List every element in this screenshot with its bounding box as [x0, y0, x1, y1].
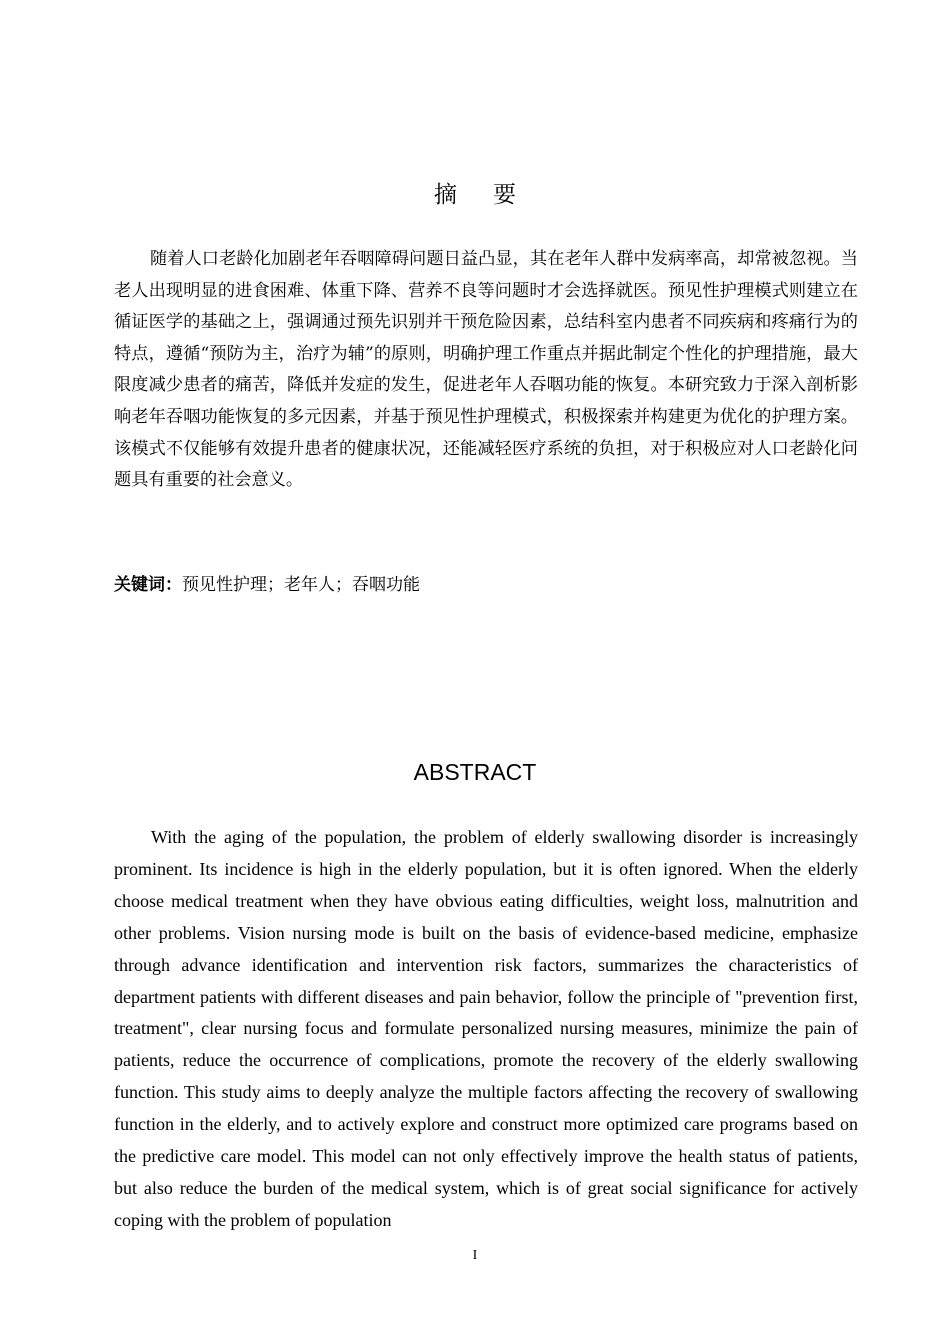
- keywords-label: 关键词：: [114, 575, 182, 595]
- english-abstract-body: With the aging of the population, the problem of elderly swallowing disorder is increasingly prominent. Its incidence is high in the elderly population, but it is often ignored. When the elderly choose medical treatment when they have obvious eating difficulties, weight loss, malnutrition and other problems. Vision nursing mode is built on the basis of evidence-based medicine, emphasize through advance identification and intervention risk factors, summarizes the characteristics of department patients with different diseases and pain behavior, follow the principle of "prevention first, treatment", clear nursing focus and formulate personalized nursing measures, minimize the pain of patients, reduce the occurrence of complications, promote the recovery of the elderly swallowing function. This study aims to deeply analyze the multiple factors affecting the recovery of swallowing function in the elderly, and to actively explore and construct more optimized care programs based on the predictive care model. This model can not only effectively improve the health status of patients, but also reduce the burden of the medical system, which is of great social significance for actively coping with the problem of population: [114, 827, 858, 1230]
- keywords-value: 预见性护理；老年人；吞咽功能: [182, 575, 420, 595]
- page-number: I: [472, 1248, 478, 1263]
- chinese-keywords: [114, 570, 858, 600]
- chinese-abstract-title: 摘要: [434, 182, 552, 208]
- english-abstract-title: ABSTRACT: [413, 759, 537, 785]
- chinese-abstract-body: 随着人口老龄化加剧老年吞咽障碍问题日益凸显，其在老年人群中发病率高，却常被忽视。当老人出现明显的进食困难、体重下降、营养不良等问题时才会选择就医。预见性护理模式则建立在循证医学的基础之上，强调通过预先识别并干预危险因素，总结科室内患者不同疾病和疼痛行为的特点，遵循“预防为主，治疗为辅”的原则，明确护理工作重点并据此制定个性化的护理措施，最大限度减少患者的痛苦，降低并发症的发生，促进老年人吞咽功能的恢复。本研究致力于深入剖析影响老年吞咽功能恢复的多元因素，并基于预见性护理模式，积极探索并构建更为优化的护理方案。该模式不仅能够有效提升患者的健康状况，还能减轻医疗系统的负担，对于积极应对人口老龄化问题具有重要的社会意义。: [114, 249, 858, 491]
